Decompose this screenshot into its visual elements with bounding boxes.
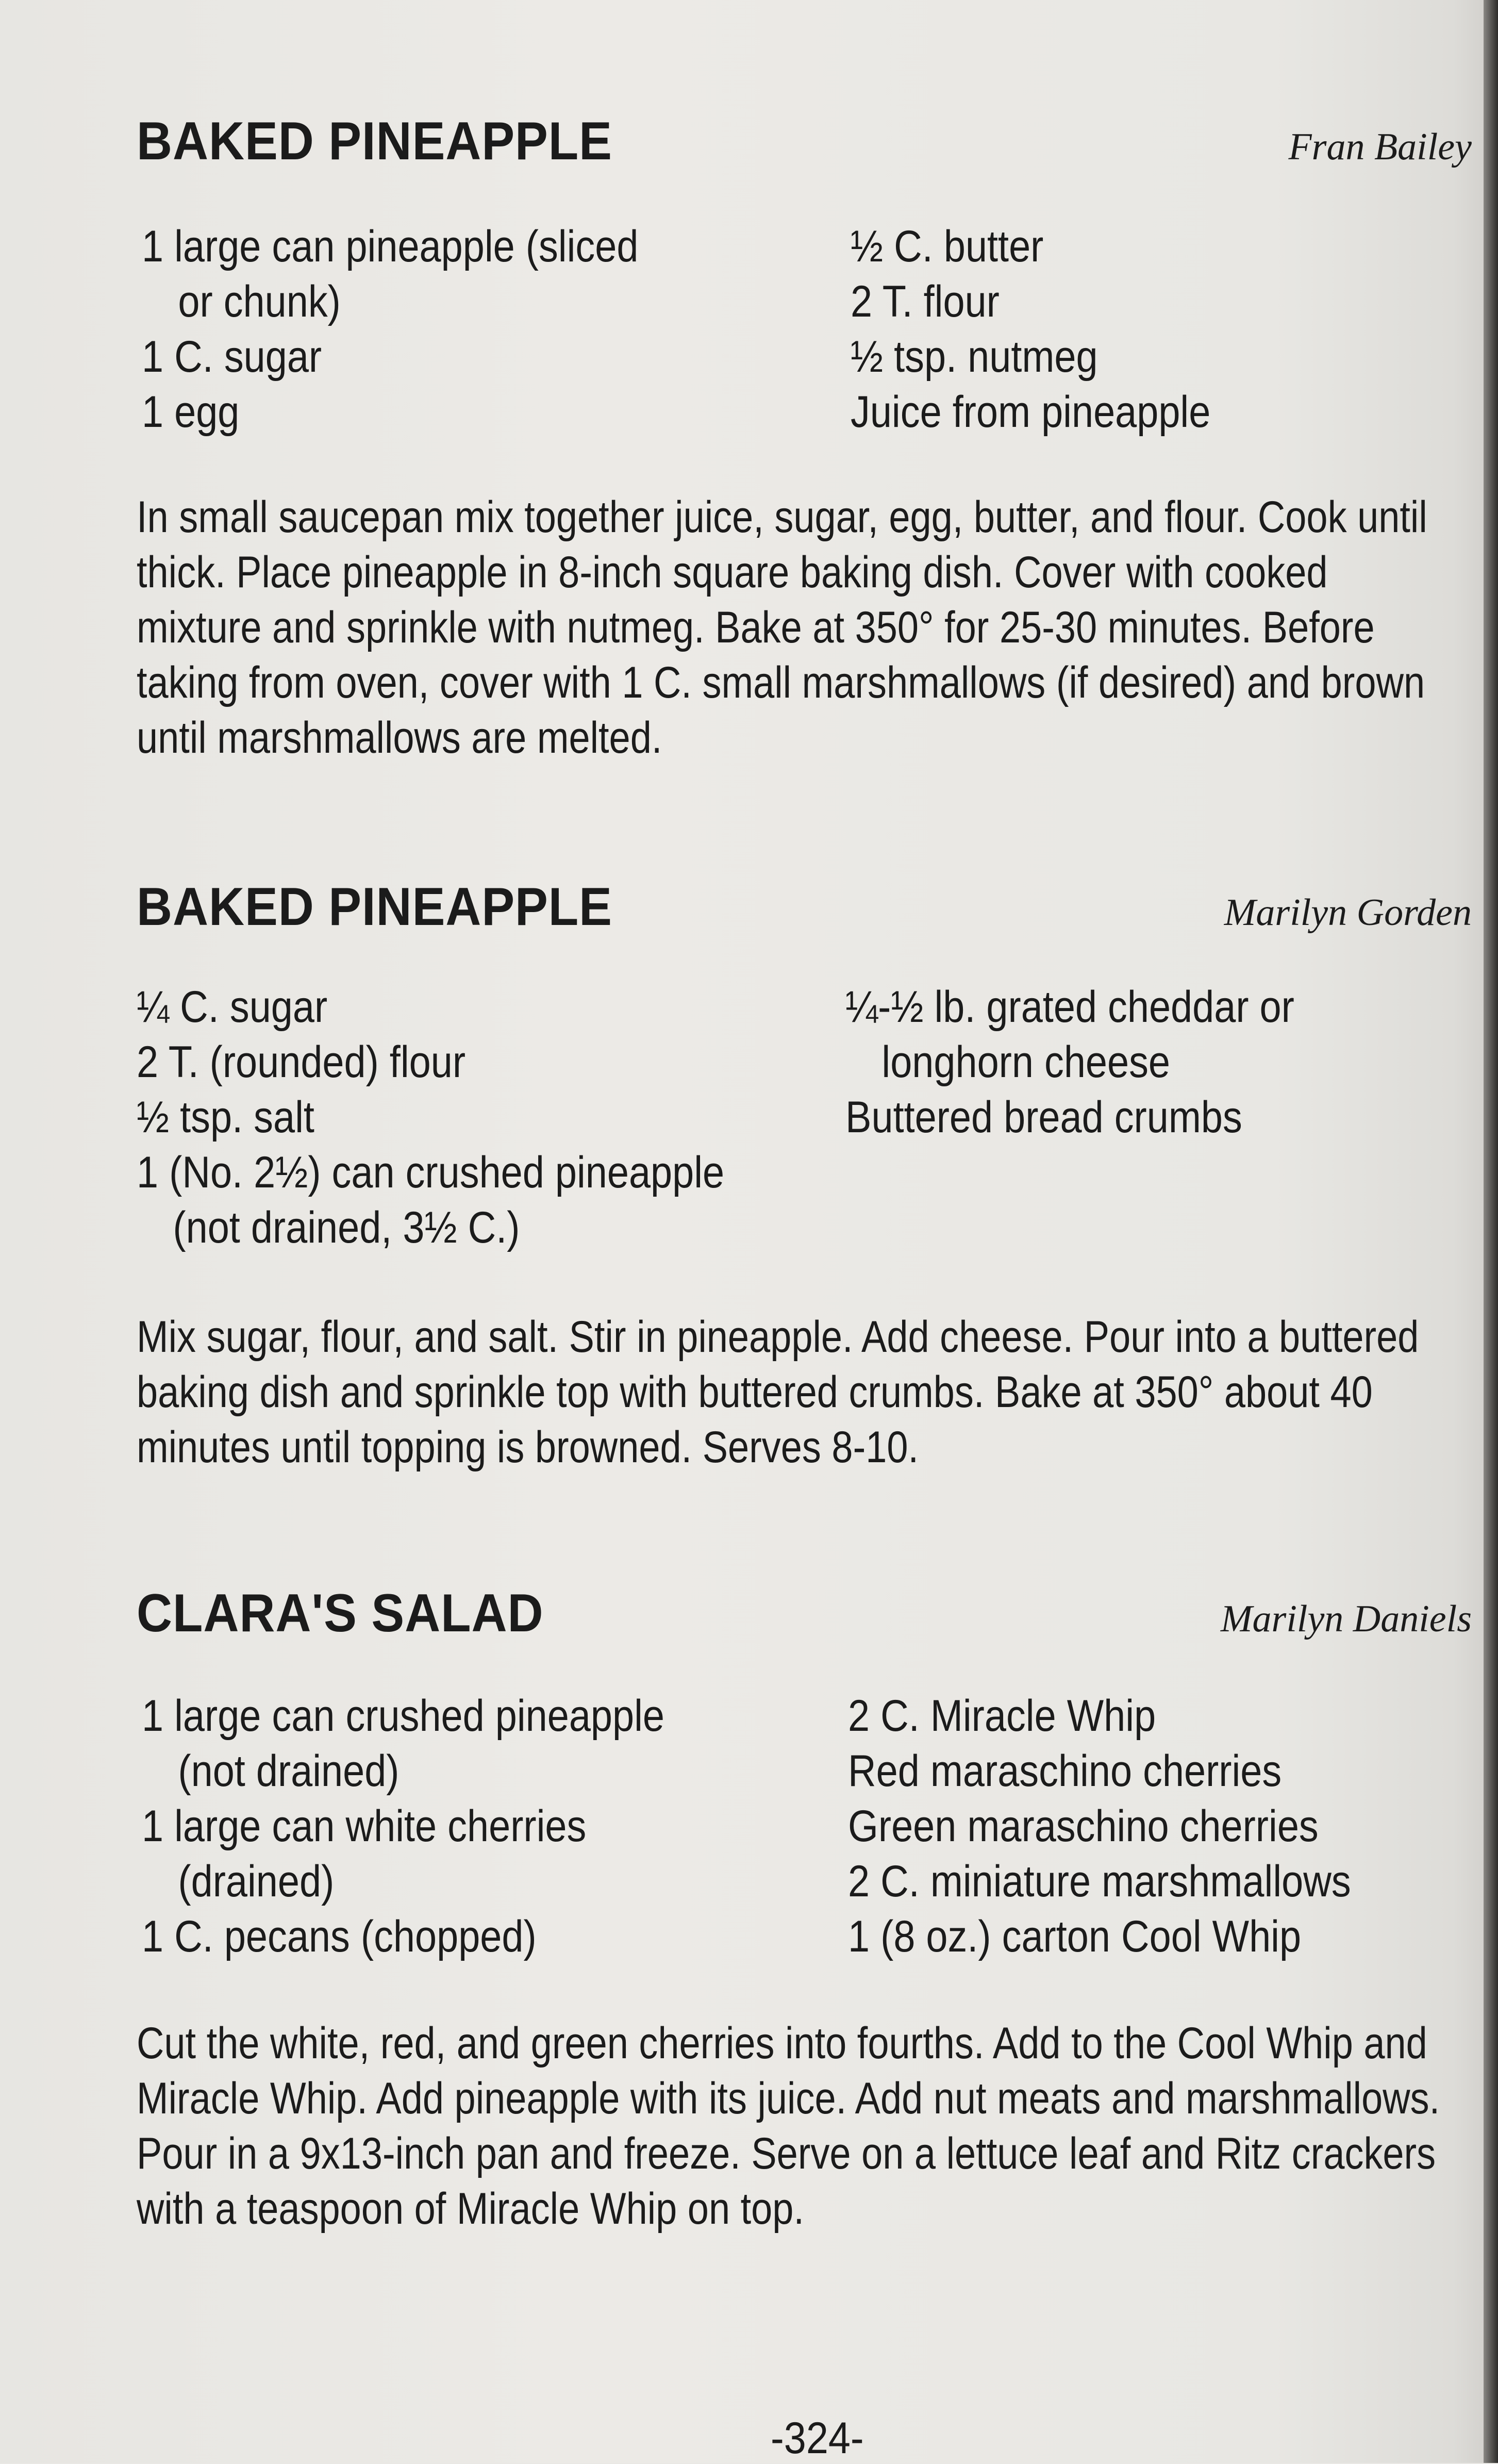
book-binding-edge xyxy=(1484,0,1498,2463)
ingredient-line: longhorn cheese xyxy=(881,1037,1171,1087)
ingredients-left-column xyxy=(142,219,638,440)
ingredients-left-column xyxy=(142,1689,664,1964)
ingredients-right-column xyxy=(845,980,1294,1145)
ingredient-line: 2 C. miniature marshmallows xyxy=(848,1857,1351,1906)
ingredient-line: 1 large can pineapple (sliced xyxy=(142,222,639,271)
ingredient-line: 1 C. sugar xyxy=(142,332,322,382)
recipe-title: BAKED PINEAPPLE xyxy=(137,111,612,171)
ingredient-line: Juice from pineapple xyxy=(851,387,1211,437)
ingredients-right-column xyxy=(848,1689,1351,1964)
page-number: -324- xyxy=(771,2413,864,2463)
ingredient-line: 2 C. Miracle Whip xyxy=(848,1691,1156,1741)
ingredient-line: (drained) xyxy=(178,1857,335,1906)
ingredient-line: or chunk) xyxy=(178,277,341,326)
recipe-title: CLARA'S SALAD xyxy=(137,1583,544,1643)
recipe-contributor: Fran Bailey xyxy=(1288,126,1472,168)
ingredient-line: ½ tsp. salt xyxy=(137,1093,314,1142)
ingredient-line: 1 large can white cherries xyxy=(142,1801,587,1851)
ingredient-line: 1 (8 oz.) carton Cool Whip xyxy=(848,1912,1302,1961)
ingredient-line: 2 T. (rounded) flour xyxy=(137,1037,466,1087)
ingredient-line: ¼-½ lb. grated cheddar or xyxy=(845,982,1294,1032)
ingredient-line: ½ C. butter xyxy=(851,222,1044,271)
ingredient-line: (not drained, 3½ C.) xyxy=(173,1203,520,1252)
ingredient-line: (not drained) xyxy=(178,1746,400,1796)
ingredients-left-column xyxy=(137,980,724,1255)
ingredient-line: ¼ C. sugar xyxy=(137,982,328,1032)
recipe-contributor: Marilyn Gorden xyxy=(1224,891,1472,934)
ingredient-line: Red maraschino cherries xyxy=(848,1746,1282,1796)
recipe-contributor: Marilyn Daniels xyxy=(1220,1598,1472,1640)
ingredient-line: ½ tsp. nutmeg xyxy=(851,332,1098,382)
ingredient-line: 1 (No. 2½) can crushed pineapple xyxy=(137,1148,725,1197)
ingredient-line: 1 C. pecans (chopped) xyxy=(142,1912,537,1961)
ingredient-line: 1 egg xyxy=(142,387,240,437)
ingredient-line: 2 T. flour xyxy=(851,277,1000,326)
recipe-title: BAKED PINEAPPLE xyxy=(137,877,612,937)
recipe-instructions: In small saucepan mix together juice, sugar, egg, butter, and flour. Cook until thick. Place pineapple in 8-inch square baking dish. Cover with cooked mixture and sprinkle with nutmeg. Bake at 350° for 25-30 minutes. Before taking from oven, cover with 1 C. small marshmallows (if desired) and brown until marshmallows are melted. xyxy=(137,492,1427,763)
ingredient-line: Buttered bread crumbs xyxy=(845,1093,1242,1142)
ingredient-line: Green maraschino cherries xyxy=(848,1801,1319,1851)
recipe-instructions: Mix sugar, flour, and salt. Stir in pineapple. Add cheese. Pour into a buttered baking dish and sprinkle top with buttered crumbs. Bake at 350° about 40 minutes until topping is browned. Serves 8-10. xyxy=(137,1312,1419,1472)
ingredients-right-column xyxy=(851,219,1210,440)
ingredient-line: 1 large can crushed pineapple xyxy=(142,1691,664,1741)
recipe-instructions: Cut the white, red, and green cherries into fourths. Add to the Cool Whip and Miracle Whip. Add pineapple with its juice. Add nut meats and marshmallows. Pour in a 9x13-inch pan and freeze. Serve on a lettuce leaf and Ritz crackers with a teaspoon of Miracle Whip on top. xyxy=(137,2019,1440,2234)
